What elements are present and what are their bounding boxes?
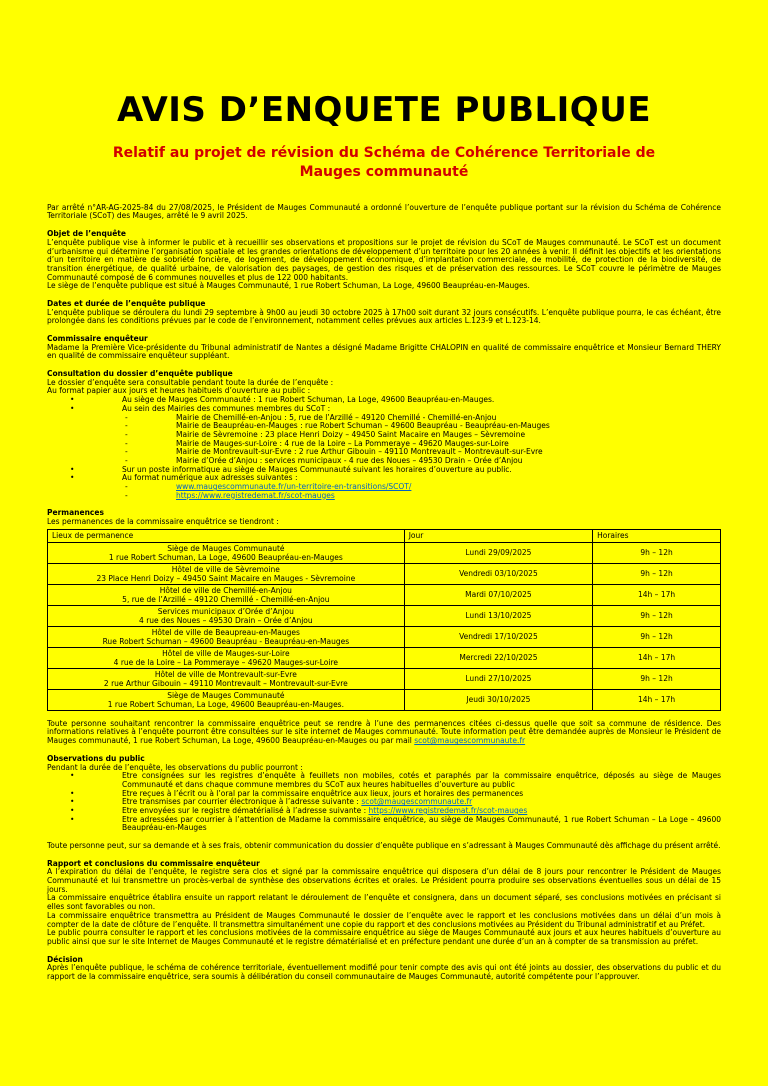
horaires-cell: 9h – 12h (593, 668, 721, 689)
rapport-paragraph-3: La commissaire enquêtrice transmettra au Président de Mauges Communauté le dossier de l’enquête avec le rapport et les conclusions motivées dans un délai d’un mois à compter de la date de clôture de l’enquête. Il transmettra simultanément une copie du rapport et des conclusions motivées au Président du Tribunal administratif et au Préfet. (47, 910, 721, 929)
dash-icon: - (125, 482, 128, 492)
table-row (48, 668, 721, 689)
col-header-jour: Jour (404, 529, 592, 542)
bullet-icon: • (70, 805, 75, 815)
intro-paragraph: Par arrêté n°AR-AG-2025-84 du 27/08/2025, le Président de Mauges Communauté a ordonné l’ouverture de l’enquête publique portant sur la révision du Schéma de Cohérence Territoriale (SCoT) des Mauges, arrêté le 9 avril 2025. (47, 202, 721, 221)
horaires-cell: 9h – 12h (593, 563, 721, 584)
list-item-text: Mairie de Chemillé-en-Anjou : 5, rue de l’Arzillé – 49120 Chemillé - Chemillé-en-Anjou (176, 412, 497, 422)
table-header-row (48, 529, 721, 542)
lieu-adresse: 2 rue Arthur Gibouin – 49110 Montrevault – Montrevault-sur-Evre (103, 678, 348, 688)
horaires-cell: 9h – 12h (593, 542, 721, 563)
table-row (48, 605, 721, 626)
maugescommunaute-scot-link[interactable]: www.maugescommunaute.fr/un-territoire-en-transitions/SCOT/ (176, 482, 412, 492)
bullet-icon: • (70, 788, 75, 798)
lieu-adresse: Rue Robert Schuman – 49600 Beaupréau - Beaupréau-en-Mauges (102, 636, 350, 646)
section-heading-observations: Observations du public (47, 753, 145, 763)
bullet-icon: • (70, 771, 75, 781)
lieu-adresse: 23 Place Henri Doizy – 49450 Saint Macaire en Mauges - Sèvremoine (96, 573, 356, 583)
section-heading-commissaire: Commissaire enquêteur (47, 334, 148, 344)
bullet-icon: • (70, 464, 75, 474)
bullet-icon: • (70, 403, 75, 413)
section-heading-rapport: Rapport et conclusions du commissaire enquêteur (47, 858, 260, 868)
section-heading-permanences: Permanences (47, 508, 104, 518)
dates-paragraph: L’enquête publique se déroulera du lundi 29 septembre à 9h00 au jeudi 30 octobre 2025 à 17h00 soit durant 32 jours consécutifs. L’enquête publique pourra, le cas échéant, être prolongée dans les conditions prévues par le code de l’environnement, notamment celles prévues aux articles L.123-9 et L.123-14. (47, 307, 721, 326)
dash-icon: - (125, 455, 128, 465)
col-header-lieux: Lieux de permanence (48, 529, 405, 542)
observations-outro: Toute personne peut, sur sa demande et à ses frais, obtenir communication du dossier d’enquête publique en s’adressant à Mauges Communauté dès affichage du présent arrêté. (47, 841, 721, 851)
list-item (47, 483, 721, 492)
page-title: AVIS D’ENQUETE PUBLIQUE (116, 90, 652, 130)
dash-icon: - (125, 429, 128, 439)
list-item-text: Sur un poste informatique au siège de Mauges Communauté suivant les horaires d’ouverture au public. (122, 464, 512, 474)
horaires-cell: 14h – 17h (593, 689, 721, 710)
jour-cell: Lundi 27/10/2025 (404, 668, 592, 689)
permanences-table (47, 529, 721, 711)
consultation-intro-2: Au format papier aux jours et heures habituels d’ouverture au public : (47, 386, 311, 396)
objet-paragraph-2: Le siège de l’enquête publique est situé à Mauges Communauté, 1 rue Robert Schuman, La Loge, 49600 Beaupréau-en-Mauges. (47, 281, 530, 291)
lieu-name: Hôtel de ville de Montrevault-sur-Evre (154, 669, 297, 679)
jour-cell: Lundi 29/09/2025 (404, 542, 592, 563)
table-row (48, 584, 721, 605)
table-row (48, 542, 721, 563)
lieu-adresse: 5, rue de l’Arzillé – 49120 Chemillé - Chemillé-en-Anjou (122, 594, 330, 604)
page-subtitle: Relatif au projet de révision du Schéma de Cohérence Territoriale de Mauges communauté (112, 145, 656, 180)
contact-paragraph (47, 720, 721, 746)
lieu-name: Hôtel de ville de Beaupreau-en-Mauges (151, 627, 300, 637)
list-item-text: Au sein des Mairies des communes membres du SCoT : (122, 403, 331, 413)
section-heading-decision: Décision (47, 954, 83, 964)
consultation-intro-1: Le dossier d’enquête sera consultable pendant toute la durée de l’enquête : (47, 377, 334, 387)
decision-paragraph: Après l’enquête publique, le schéma de cohérence territoriale, éventuellement modifié pour tenir compte des avis qui ont été joints au dossier, des observations du public et du rapport de la commissaire enquêtrice, sera soumis à délibération du conseil communautaire de Mauges Communauté, autorité compétente pour l’approuver. (47, 963, 721, 981)
dash-icon: - (125, 447, 128, 457)
table-row (48, 626, 721, 647)
list-item-text: Etre adressées par courrier à l’attention de Madame la commissaire enquêtrice, au siège de Mauges Communauté, 1 rue Robert Schuman – La Loge – 49600 Beaupréau-en-Mauges (122, 814, 721, 833)
list-item-text: Etre transmises par courrier électronique à l’adresse suivante : (122, 797, 362, 807)
list-item-text: Mairie d’Orée d’Anjou : services municipaux - 4 rue des Noues – 49530 Drain – Orée d’Anjou (176, 455, 523, 465)
horaires-cell: 9h – 12h (593, 626, 721, 647)
dash-icon: - (125, 490, 128, 500)
bullet-icon: • (70, 814, 75, 824)
list-item-text: Au format numérique aux adresses suivantes : (122, 473, 298, 483)
horaires-cell: 9h – 12h (593, 605, 721, 626)
lieu-name: Hôtel de ville de Sèvremoine (171, 564, 280, 574)
section-heading-dates: Dates et durée de l’enquête publique (47, 298, 206, 308)
jour-cell: Vendredi 03/10/2025 (404, 563, 592, 584)
jour-cell: Mardi 07/10/2025 (404, 584, 592, 605)
registredemat-link[interactable]: https://www.registredemat.fr/scot-mauges (176, 490, 335, 500)
contact-email-link[interactable]: scot@maugescommunaute.fr (414, 736, 526, 746)
list-item-text: Mairie de Sèvremoine : 23 place Henri Doizy – 49450 Saint Macaire en Mauges – Sèvremoine (176, 429, 526, 439)
dash-icon: - (125, 412, 128, 422)
list-item-text: Mairie de Mauges-sur-Loire : 4 rue de la Loire – La Pommeraye – 49620 Mauges-sur-Loire (176, 438, 509, 448)
list-item (47, 492, 721, 501)
list-item-text: Etre reçues à l’écrit ou à l’oral par la commissaire enquêtrice aux lieux, jours et horaires des permanences (122, 788, 524, 798)
bullet-icon: • (70, 395, 75, 405)
jour-cell: Jeudi 30/10/2025 (404, 689, 592, 710)
lieu-name: Siège de Mauges Communauté (167, 690, 285, 700)
permanences-intro: Les permanences de la commissaire enquêtrice se tiendront : (47, 517, 279, 527)
list-item (47, 816, 721, 833)
jour-cell: Vendredi 17/10/2025 (404, 626, 592, 647)
observations-email-link[interactable]: scot@maugescommunaute.fr (361, 797, 473, 807)
rapport-paragraph-1: A l’expiration du délai de l’enquête, le registre sera clos et signé par la commissaire enquêtrice qui disposera d’un délai de 8 jours pour rencontrer le Président de Mauges Communauté et lui transmettre un procès-verbal de synthèse des observations écrites et orales. Le Président pourra produire ses observations éventuelles sous un délai de 15 jours. (47, 867, 721, 894)
list-item (47, 772, 721, 789)
bullet-icon: • (70, 797, 75, 807)
jour-cell: Lundi 13/10/2025 (404, 605, 592, 626)
lieu-name: Hôtel de ville de Chemillé-en-Anjou (159, 585, 292, 595)
contact-text: Toute personne souhaitant rencontrer la commissaire enquêtrice peut se rendre à l’une des permanences citées ci-dessus quelle que soit sa commune de résidence. Des informations relatives à l’enquête pourront être consultées sur le site internet de Mauges communauté. Toute information peut être demandée auprès de Monsieur le Président de Mauges communauté, 1 rue Robert Schuman, La Loge, 49600 Beaupréau-en-Mauges ou par mail (47, 718, 721, 746)
objet-paragraph-1: L’enquête publique vise à informer le public et à recueillir ses observations et propositions sur le projet de révision du SCoT de Mauges communauté. Le SCoT est un document d’urbanisme qui détermine l’organisation spatiale et les grandes orientations de développement d’un territoire pour les 20 années à venir. Il définit les objectifs et les orientations d’un territoire en matière de sobriété foncière, de logement, de développement économique, d’implantation commerciale, de mobilité, de protection de la biodiversité, de transition énergétique, de qualité urbaine, de valorisation des paysages, de gestion des risques et de préservation des ressources. Le SCoT couvre le périmètre de Mauges Communauté composé de 6 communes nouvelles et plus de 122 000 habitants. (47, 237, 721, 282)
dash-icon: - (125, 421, 128, 431)
list-item-text: Etre envoyées sur le registre dématérialisé à l’adresse suivante : (122, 805, 369, 815)
list-item-text: Au siège de Mauges Communauté : 1 rue Robert Schuman, La Loge, 49600 Beaupréau-en-Mauges. (122, 395, 495, 405)
rapport-paragraph-2: La commissaire enquêtrice établira ensuite un rapport relatant le déroulement de l’enquête et consignera, dans un document séparé, ses conclusions motivées en précisant si elles sont favorables ou non. (47, 893, 721, 912)
commissaire-paragraph: Madame la Première Vice-présidente du Tribunal administratif de Nantes a désigné Madame Brigitte CHALOPIN en qualité de commissaire enquêtrice et Monsieur Bernard THERY en qualité de commissaire enquêteur suppléant. (47, 342, 721, 361)
table-row (48, 563, 721, 584)
col-header-horaires: Horaires (593, 529, 721, 542)
lieu-adresse: 4 rue de la Loire – La Pommeraye – 49620 Mauges-sur-Loire (113, 657, 339, 667)
horaires-cell: 14h – 17h (593, 584, 721, 605)
table-row (48, 647, 721, 668)
lieu-name: Siège de Mauges Communauté (167, 543, 285, 553)
list-item-text: Mairie de Beaupréau-en-Mauges : rue Robert Schuman – 49600 Beaupréau - Beaupréau-en-Mauges (176, 421, 550, 431)
list-item-text: Etre consignées sur les registres d’enquête à feuillets non mobiles, cotés et paraphés par la commissaire enquêtrice, déposés au siège de Mauges Communauté et dans chaque commune membres du SCoT aux heures habituelles d’ouverture au public (122, 771, 721, 789)
table-row (48, 689, 721, 710)
lieu-name: Services municipaux d’Orée d’Anjou (157, 606, 294, 616)
section-heading-objet: Objet de l’enquête (47, 229, 126, 239)
dash-icon: - (125, 438, 128, 448)
lieu-adresse: 1 rue Robert Schuman, La Loge, 49600 Beaupréau-en-Mauges. (107, 699, 344, 709)
observations-registre-link[interactable]: https://www.registredemat.fr/scot-mauges (368, 805, 528, 815)
list-item-text: Mairie de Montrevault-sur-Evre : 2 rue Arthur Gibouin – 49110 Montrevault – Montrevault-sur-Evre (176, 447, 543, 457)
jour-cell: Mercredi 22/10/2025 (404, 647, 592, 668)
observations-intro: Pendant la durée de l’enquête, les observations du public pourront : (47, 762, 303, 772)
bullet-icon: • (70, 473, 75, 483)
lieu-adresse: 4 rue des Noues – 49530 Drain – Orée d’Anjou (139, 615, 313, 625)
horaires-cell: 14h – 17h (593, 647, 721, 668)
lieu-name: Hôtel de ville de Mauges-sur-Loire (162, 648, 290, 658)
rapport-paragraph-4: Le public pourra consulter le rapport et les conclusions motivées de la commissaire enquêtrice au siège de Mauges Communauté aux jours et aux heures habituels d’ouverture au public ainsi que sur le site Internet de Mauges Communauté et le registre dématérialisé et en préfecture pendant une durée d’un an à compter de sa transmission au préfet. (47, 928, 721, 946)
lieu-adresse: 1 rue Robert Schuman, La Loge, 49600 Beaupréau-en-Mauges (108, 552, 343, 562)
section-heading-consultation: Consultation du dossier d’enquête publique (47, 369, 233, 379)
